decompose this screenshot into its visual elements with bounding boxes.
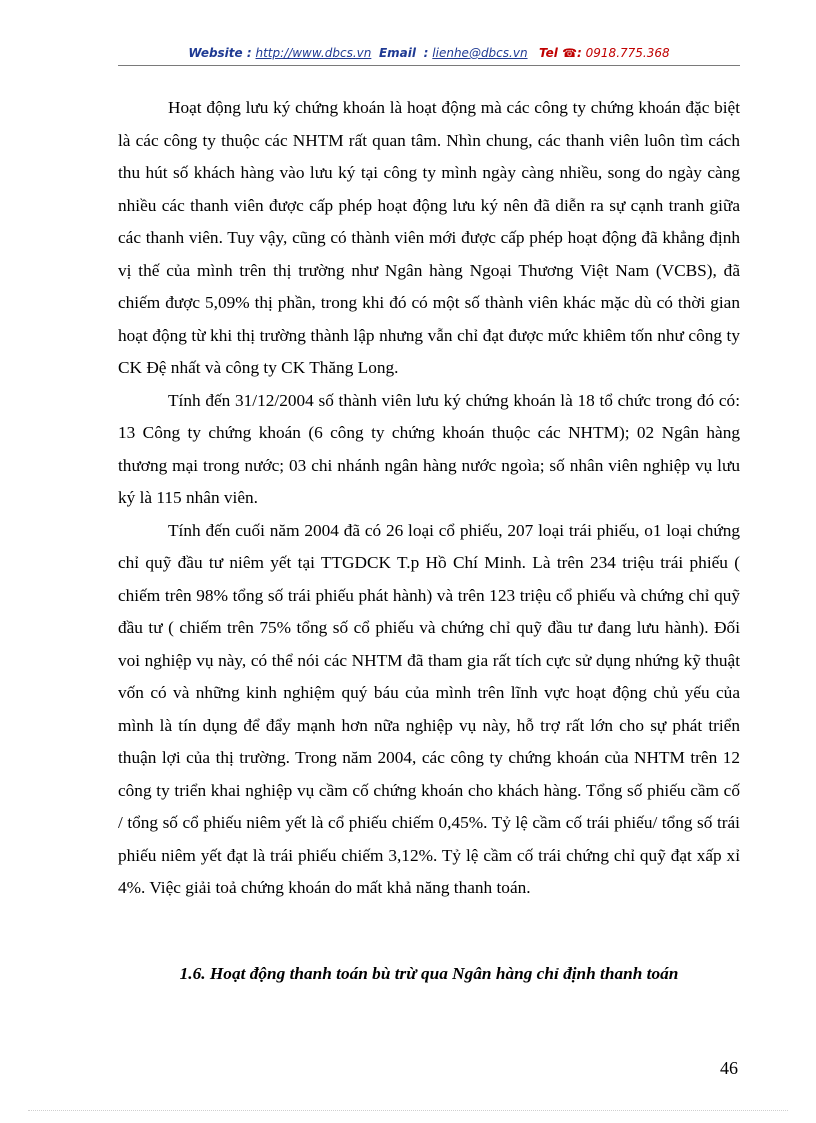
page-header	[118, 46, 740, 60]
paragraph: Tính đến 31/12/2004 số thành viên lưu ký chứng khoán là 18 tổ chức trong đó có: 13 Công ty chứng khoán (6 công ty chứng khoán thuộc các NHTM); 02 Ngân hàng thương mại trong nước; 03 chi nhánh ngân hàng nước ngoìa; số nhân viên nghiệp vụ lưu ký là 115 nhân viên.	[118, 390, 740, 507]
paragraph: Hoạt động lưu ký chứng khoán là hoạt động mà các công ty chứng khoán đặc biệt là các công ty thuộc các NHTM rất quan tâm. Nhìn chung, các thanh viên luôn tìm cách thu hút số khách hàng vào lưu ký tại công ty mình ngày càng nhiều, song do ngày càng nhiều các thanh viên được cấp phép hoạt động lưu ký nên đã diễn ra sự cạnh tranh giữa các thanh viên. Tuy vậy, cũng có thành viên mới được cấp phép hoạt động đã khẳng định vị thế của mình trên thị trường như Ngân hàng Ngoại Thương Việt Nam (VCBS), đã chiếm được 5,09% thị phần, trong khi đó có một số thành viên khác mặc dù có thời gian hoạt động từ khi thị trường thành lập nhưng vẫn chỉ đạt được mức khiêm tốn như công ty CK Đệ nhất và công ty CK Thăng Long.	[118, 98, 740, 377]
header-divider	[118, 65, 740, 66]
website-label: Website :	[188, 46, 252, 60]
page-number: 46	[720, 1058, 738, 1078]
email-label: Email	[378, 46, 417, 60]
footer-divider	[28, 1110, 788, 1111]
email-separator: :	[423, 46, 429, 60]
website-link[interactable]: http://www.dbcs.vn	[255, 46, 372, 60]
email-link[interactable]: lienhe@dbcs.vn	[432, 46, 528, 60]
section-heading: 1.6. Hoạt động thanh toán bù trừ qua Ngân hàng chỉ định thanh toán	[179, 964, 679, 983]
tel-label: Tel ☎:	[539, 46, 582, 60]
document-body	[118, 92, 740, 905]
phone-number: 0918.775.368	[585, 46, 670, 60]
paragraph: Tính đến cuối năm 2004 đã có 26 loại cổ phiếu, 207 loại trái phiếu, o1 loại chứng chỉ quỹ đầu tư niêm yết tại TTGDCK T.p Hồ Chí Minh. Là trên 234 triệu trái phiếu ( chiếm trên 98% tổng số trái phiếu phát hành) và trên 123 triệu cổ phiếu và chứng chỉ quỹ đầu tư ( chiếm trên 75% tổng số cổ phiếu và chứng chỉ quỹ đầu tư đang lưu hành). Đối voi nghiệp vụ này, có thể nói các NHTM đã tham gia rất tích cực sử dụng nhứng kỹ thuật vốn có và những kinh nghiệm quý báu của mình trên lĩnh vực hoạt động chủ yếu của mình là tín dụng để đẩy mạnh hơn nữa nghiệp vụ này, hỗ trợ rất lớn cho sự phát triển thuận lợi của thị trường. Trong năm 2004, các công ty chứng khoán của NHTM trên 12 công ty triển khai nghiệp vụ cầm cố chứng khoán cho khách hàng. Tổng số phiếu cầm cố / tổng số cổ phiếu niêm yết là cổ phiếu chiếm 0,45%. Tỷ lệ cầm cố trái phiếu/ tổng số trái phiếu niêm yết đạt là trái phiếu chiếm 3,12%. Tỷ lệ cầm cố trái chứng chỉ quỹ đạt xấp xỉ 4%. Việc giải toả chứng khoán do mất khả năng thanh toán.	[118, 520, 740, 897]
